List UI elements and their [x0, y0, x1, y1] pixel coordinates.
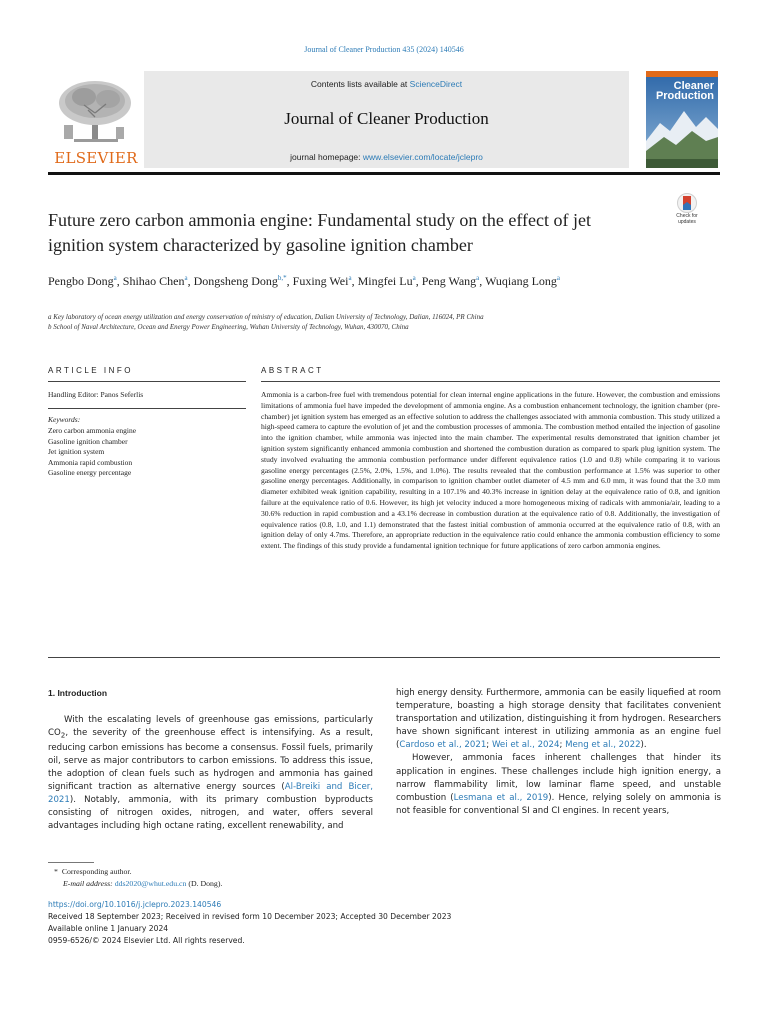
introduction-left-column	[48, 714, 373, 834]
author-affiliation-mark[interactable]: a	[412, 274, 416, 282]
available-online: Available online 1 January 2024	[48, 924, 169, 933]
intro-paragraph	[396, 687, 721, 752]
abstract-rule	[261, 381, 720, 382]
citation-link[interactable]: Wei et al., 2024	[491, 740, 560, 751]
keyword-item: Jet ignition system	[48, 447, 105, 456]
received-dates: Received 18 September 2023; Received in revised form 10 December 2023; Accepted 30 December 2023	[48, 912, 452, 921]
journal-title: Journal of Cleaner Production	[284, 109, 489, 128]
journal-banner	[144, 71, 629, 168]
citation-link[interactable]: Lesmana et al., 2019	[453, 792, 549, 803]
author[interactable]	[194, 274, 293, 288]
footnote-mark: *	[54, 867, 58, 876]
elsevier-tree-logo-icon	[54, 77, 136, 145]
author-name: Fuxing Wei	[292, 274, 349, 288]
author[interactable]	[485, 274, 560, 288]
keywords-list	[48, 426, 136, 479]
keyword-item: Ammonia rapid combustion	[48, 457, 133, 467]
journal-citation[interactable]: Journal of Cleaner Production 435 (2024) 140546	[304, 45, 464, 54]
intro-text: , the severity of the greenhouse effect is intensifying. As a result, reducing carbon emissions has become a consensus. Fossil fuels, primarily oil, serve as major contributors to carbon emissions. To address this issue, the adoption of clean fuels such as hydrogen and ammonia has gained significant traction as alternative energy sources (	[48, 728, 373, 793]
email-footnote	[63, 879, 222, 888]
author-name: Shihao Chen	[122, 274, 185, 288]
author-separator: ,	[351, 274, 358, 288]
footnote-rule	[48, 862, 94, 863]
keyword-item: Zero carbon ammonia engine	[48, 426, 137, 435]
introduction-right-column	[396, 687, 721, 818]
email-suffix: (D. Dong).	[186, 879, 223, 888]
abstract-text: Ammonia is a carbon-free fuel with tremendous potential for clean internal engine applications in the future. However, the combustion and emissions limitations of ammonia fuel have impeded the development of ammonia engine. As a combustion enhancement technology, the ignition chamber (pre-chamber) jet ignition system has emerged as an effective solution to address the challenges associated with ammonia combustion. This study utilized a high-speed camera to capture the evolution of jet and the combustion processes of ammonia. The combustion method entailed the injection of gasoline into the ignition chamber, while ammonia was injected into the main chamber. The experimental results demonstrated that ignition chamber jet ignition system significantly enhanced ammonia combustion and shortened the combustion duration as compared to spark plug ignition system. The study involved evaluating the ammonia combustion performance under different equivalence ratios (1.0 and 0.8) while comparing it to various gasoline energy percentages (2.5%, 2.0%, 1.5%, and 1.0%). The results revealed that the combustion performance at 1.5% was superior to other gasoline energy percentages. Additionally, in comparison to ignition chamber outlet diameter of 4.5 mm and 6.0 mm, it was found that the 3.0 mm diameter exhibited weak ignition capability, resulting in a 107.1% and 40.3% increase in ignition delay at the equivalence ratio of 0.8, and ignition failure at the equivalence ratio of 0.6. However, its high jet velocity induced a more homogeneous mixing of radicals with ammonia/air, leading to a 30.6% reduction in rapid combustion and a 43.1% decrease in combustion duration at the equivalence ratio of 0.8. Additionally, the investigation of equivalence ratios (0.8, 1.0, and 1.1) demonstrated that the fastest initial combustion of ammonia occurred at the equivalence ratio of 0.8, with an ignition delay of only 4.7ms. Therefore, an appropriate reduction in the equivalence ratio could enhance the ammonia combustion efficiency to some extent. The findings of this study provide a fundamental ignition technique for future applications of zero carbon ammonia engines.	[261, 390, 720, 551]
author-affiliation-mark[interactable]: a	[556, 274, 561, 282]
copyright: 0959-6526/© 2024 Elsevier Ltd. All rights reserved.	[48, 936, 245, 945]
homepage-prefix: journal homepage:	[290, 152, 363, 162]
journal-cover[interactable]	[646, 71, 718, 168]
elsevier-logo[interactable]	[48, 71, 144, 168]
author-affiliation-mark[interactable]: a	[476, 274, 480, 282]
citation-link[interactable]: Al-Breiki and Bicer, 2021	[48, 782, 373, 806]
crossmark-button[interactable]	[672, 193, 702, 231]
intro-paragraph	[48, 714, 373, 834]
affiliation-a: a Key laboratory of ocean energy utilization and energy conservation of ministry of education, Dalian University of Technology, Dalian, 116024, PR China	[48, 313, 484, 321]
author-name: Peng Wang	[421, 274, 477, 288]
article-info-rule	[48, 381, 246, 382]
corresponding-footnote	[54, 867, 132, 876]
keywords-label: Keywords:	[48, 415, 81, 424]
author-name: Pengbo Dong	[48, 274, 114, 288]
article-title: Future zero carbon ammonia engine: Fundamental study on the effect of jet ignition system characterized by gasoline ignition chamber	[48, 210, 591, 255]
intro-text: With the escalating levels of greenhouse gas emissions, particularly CO	[48, 715, 373, 739]
intro-text: ;	[486, 740, 492, 751]
author-affiliation-mark[interactable]: b,*	[277, 274, 287, 282]
author[interactable]	[48, 274, 123, 288]
doi-link[interactable]: https://doi.org/10.1016/j.jclepro.2023.140546	[48, 900, 222, 909]
author-affiliation-mark[interactable]: a	[184, 274, 188, 282]
article-info-heading: ARTICLE INFO	[48, 366, 133, 375]
affiliation-b: b School of Naval Architecture, Ocean and Energy Power Engineering, Wuhan University of Technology, Wuhan, 430070, China	[48, 323, 409, 331]
author-affiliation-mark[interactable]: a	[113, 274, 117, 282]
cover-title: Cleaner Production	[655, 80, 714, 102]
author-list	[48, 270, 648, 290]
abstract-bottom-rule	[48, 657, 720, 658]
intro-paragraph	[396, 752, 721, 817]
header-divider	[48, 172, 720, 175]
journal-header	[48, 71, 720, 168]
author-separator: ,	[116, 274, 123, 288]
introduction-heading: 1. Introduction	[48, 688, 108, 698]
abstract-heading: ABSTRACT	[261, 366, 324, 375]
doi-line	[48, 900, 221, 909]
intro-text: high energy density. Furthermore, ammonia can be easily liquefied at room temperature, boasting a high storage density that facilitates convenient transportation and utilization, distinguishing it from hydrogen. Researchers have shown significant interest in utilizing ammonia as an engine fuel (	[396, 688, 721, 751]
intro-text: ). Notably, ammonia, with its primary combustion byproducts consisting of nitrogen oxides, nitrogen, and water, offers several advantages including high octane rating, excellent renewability, and	[48, 795, 373, 832]
keyword-item: Gasoline energy percentage	[48, 468, 132, 477]
sciencedirect-link[interactable]: ScienceDirect	[409, 79, 463, 89]
author-name: Mingfei Lu	[357, 274, 413, 288]
article-info-subrule	[48, 408, 246, 409]
author-affiliation-mark[interactable]: a	[348, 274, 352, 282]
elsevier-wordmark: ELSEVIER	[54, 149, 138, 167]
citation-link[interactable]: Cardoso et al., 2021	[399, 740, 487, 751]
keyword-item: Gasoline ignition chamber	[48, 436, 128, 446]
author[interactable]	[123, 274, 194, 288]
email-link[interactable]: dds2020@whut.edu.cn	[114, 879, 187, 888]
homepage-link[interactable]: www.elsevier.com/locate/jclepro	[362, 152, 483, 162]
author-separator: ,	[187, 274, 194, 288]
citation-link[interactable]: Meng et al., 2022	[565, 740, 641, 751]
contents-line	[144, 79, 629, 89]
crossmark-label: Check for updates	[676, 213, 698, 225]
author-separator: ,	[415, 274, 422, 288]
intro-text: ).	[640, 740, 647, 751]
author-separator: ,	[286, 274, 293, 288]
author[interactable]	[293, 274, 358, 288]
email-label: E-mail address:	[63, 879, 113, 888]
author-name: Wuqiang Long	[485, 274, 557, 288]
footnote-text: Corresponding author.	[61, 867, 132, 876]
author-name: Dongsheng Dong	[193, 274, 278, 288]
author[interactable]	[358, 274, 422, 288]
homepage-line	[144, 152, 629, 162]
crossmark-icon	[672, 193, 702, 215]
handling-editor: Handling Editor: Panos Seferlis	[48, 390, 144, 399]
co2-subscript: 2	[60, 730, 66, 740]
author[interactable]	[422, 274, 485, 288]
author-separator: ,	[479, 274, 486, 288]
intro-text: ;	[559, 740, 566, 751]
intro-text: ). Hence, relying solely on ammonia is not feasible for conventional SI and CI engines. In recent years,	[396, 792, 721, 816]
intro-text: However, ammonia faces inherent challenges that hinder its application in engines. These challenges include high ignition energy, a narrow flammability limit, low laminar flame speed, and unstable combustion (	[396, 753, 721, 803]
contents-prefix: Contents lists available at	[310, 79, 410, 89]
